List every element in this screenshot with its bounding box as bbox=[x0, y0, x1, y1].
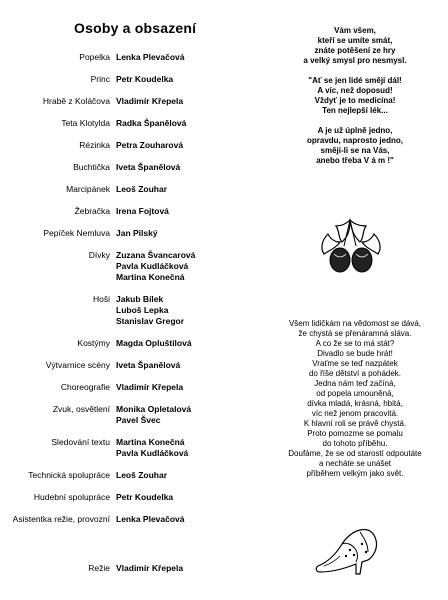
role-label: Hoši bbox=[92, 294, 110, 304]
role-label: Kostýmy bbox=[77, 338, 110, 348]
poem-line: od popela umouněná, bbox=[316, 389, 394, 398]
poem-line: víc než jenom pracovitá. bbox=[311, 409, 399, 418]
actor-name: Pavla Kudláčková bbox=[116, 261, 189, 271]
actor-name: Irena Fojtová bbox=[116, 206, 169, 216]
actor-names bbox=[116, 74, 173, 85]
cast-row bbox=[0, 184, 240, 195]
dedication-line: a velký smysl pro nesmysl. bbox=[303, 56, 407, 65]
actor-names bbox=[116, 206, 169, 217]
actor-name: Jakub Bílek bbox=[116, 294, 164, 304]
actor-names bbox=[116, 404, 191, 426]
cast-row bbox=[0, 52, 240, 63]
actor-name: Iveta Španělová bbox=[116, 162, 181, 172]
cast-row bbox=[0, 162, 240, 173]
role-label: Buchtička bbox=[73, 162, 110, 172]
actor-names bbox=[116, 563, 183, 574]
actor-name: Petra Zouharová bbox=[116, 140, 184, 150]
actor-names bbox=[116, 184, 167, 195]
poem-line: dívka mladá, krásná, hbitá, bbox=[307, 399, 403, 408]
poem-line: Proto pomozme se pomalu bbox=[307, 429, 403, 438]
cast-list bbox=[0, 52, 240, 574]
actor-name: Leoš Zouhar bbox=[116, 470, 168, 480]
actor-names bbox=[116, 514, 185, 525]
role-label: Žebračka bbox=[74, 206, 110, 216]
role-label: Sledování textu bbox=[51, 437, 110, 447]
dedication-stanza-1 bbox=[270, 26, 440, 66]
dedication-line: Vám všem, bbox=[334, 26, 376, 35]
actor-name: Zuzana Švancarová bbox=[116, 250, 196, 260]
dedication-line: A víc, než doposud! bbox=[317, 86, 393, 95]
actor-name: Leoš Zouhar bbox=[116, 184, 168, 194]
dedication-line: kteří se umíte smát, bbox=[317, 36, 393, 45]
actor-names bbox=[116, 492, 173, 503]
cast-row bbox=[0, 74, 240, 85]
actor-name: Lenka Plevačová bbox=[116, 52, 185, 62]
cast-row bbox=[0, 250, 240, 283]
role-label: Výtvarnice scény bbox=[45, 360, 110, 370]
actor-names bbox=[116, 52, 185, 63]
role-label: Asistentka režie, provozní bbox=[12, 514, 110, 524]
role-label: Hudební spolupráce bbox=[33, 492, 110, 502]
actor-names bbox=[116, 294, 184, 327]
poem-line: do říše dětství a pohádek. bbox=[308, 369, 402, 378]
cast-row bbox=[0, 140, 240, 151]
dedication bbox=[270, 26, 440, 176]
poem-line: K hlavní roli se právě chystá. bbox=[303, 419, 407, 428]
actor-name: Martina Konečná bbox=[116, 272, 185, 282]
role-label: Teta Klotylda bbox=[61, 118, 110, 128]
poem-line: příběhem velkým jako svět. bbox=[306, 469, 404, 478]
actor-names bbox=[116, 228, 158, 239]
cast-row bbox=[0, 294, 240, 327]
role-label: Princ bbox=[90, 74, 110, 84]
role-label: Hrabě z Koláčova bbox=[42, 96, 110, 106]
poem-line: do tohoto příběhu. bbox=[322, 439, 388, 448]
dedication-line: opravdu, naprosto jedno, bbox=[306, 136, 403, 145]
actor-name: Pavel Švec bbox=[116, 415, 161, 425]
cast-row bbox=[0, 228, 240, 239]
actor-name: Martina Konečná bbox=[116, 437, 185, 447]
actor-names bbox=[116, 96, 183, 107]
actor-name: Petr Koudelka bbox=[116, 74, 174, 84]
cast-row bbox=[0, 404, 240, 426]
poem-line: Doufáme, že se od starostí odpoutáte bbox=[288, 449, 422, 458]
actor-name: Vladimír Křepela bbox=[116, 382, 184, 392]
dedication-stanza-2 bbox=[270, 76, 440, 116]
role-label: Pepíček Nemluva bbox=[43, 228, 110, 238]
dedication-line: anebo třeba V á m !" bbox=[316, 156, 394, 165]
actor-name: Radka Španělová bbox=[116, 118, 187, 128]
cast-row bbox=[0, 563, 240, 574]
cast-row bbox=[0, 470, 240, 481]
poem-line: Vraťme se teď nazpátek bbox=[312, 359, 398, 368]
actor-names bbox=[116, 338, 192, 349]
dedication-line: "Ať se jen lidé smějí dál! bbox=[308, 76, 402, 85]
page-title: Osoby a obsazení bbox=[74, 20, 197, 36]
poem-line: Jedna nám teď začíná, bbox=[314, 379, 396, 388]
role-label: Choreografie bbox=[60, 382, 110, 392]
poem-line: a necháte se unášet bbox=[318, 459, 392, 468]
cast-row bbox=[0, 360, 240, 371]
actor-name: Monika Opletalová bbox=[116, 404, 192, 414]
actor-name: Magda Opluštilová bbox=[116, 338, 192, 348]
poem bbox=[270, 319, 440, 479]
actor-names bbox=[116, 162, 180, 173]
role-label: Marcipánek bbox=[66, 184, 110, 194]
cast-row bbox=[0, 514, 240, 525]
cast-row bbox=[0, 206, 240, 217]
poem-line: Všem lidičkám na vědomost se dává, bbox=[288, 319, 422, 328]
actor-names bbox=[116, 382, 183, 393]
role-label: Rézinka bbox=[79, 140, 110, 150]
actor-name: Vladimír Křepela bbox=[116, 96, 184, 106]
poem-line: že chystá se přenáramná sláva. bbox=[298, 329, 412, 338]
actor-name: Vladimír Křepela bbox=[116, 563, 184, 573]
actor-name: Lenka Plevačová bbox=[116, 514, 185, 524]
dedication-line: Vždyť je to medicína! bbox=[314, 96, 396, 105]
actor-name: Iveta Španělová bbox=[116, 360, 181, 370]
actor-name: Stanislav Gregor bbox=[116, 316, 185, 326]
hazelnuts-illustration bbox=[316, 214, 386, 278]
actor-names bbox=[116, 470, 167, 481]
high-heel-shoe-illustration bbox=[312, 522, 382, 582]
actor-name: Pavla Kudláčková bbox=[116, 448, 189, 458]
actor-name: Jan Pilský bbox=[116, 228, 158, 238]
role-label: Technická spolupráce bbox=[28, 470, 110, 480]
dedication-stanza-3 bbox=[270, 126, 440, 166]
cast-row bbox=[0, 437, 240, 459]
role-label: Režie bbox=[88, 563, 110, 573]
role-label: Dívky bbox=[88, 250, 110, 260]
cast-row bbox=[0, 492, 240, 503]
dedication-line: Ten nejlepší lék... bbox=[322, 106, 388, 115]
cast-row bbox=[0, 118, 240, 129]
actor-names bbox=[116, 118, 186, 129]
actor-name: Petr Koudelka bbox=[116, 492, 174, 502]
poem-line: A co že se to má stát? bbox=[315, 339, 395, 348]
actor-names bbox=[116, 437, 188, 459]
cast-row bbox=[0, 338, 240, 349]
role-label: Popelka bbox=[79, 52, 110, 62]
role-label: Zvuk, osvětlení bbox=[52, 404, 110, 414]
cast-row bbox=[0, 96, 240, 107]
dedication-line: znáte potěšení ze hry bbox=[314, 46, 396, 55]
actor-names bbox=[116, 140, 183, 151]
actor-name: Luboš Lepka bbox=[116, 305, 169, 315]
dedication-line: smějí-li se na Vás, bbox=[320, 146, 390, 155]
poem-line: Divadlo se bude hrát! bbox=[317, 349, 393, 358]
cast-row bbox=[0, 382, 240, 393]
actor-names bbox=[116, 250, 195, 283]
actor-names bbox=[116, 360, 180, 371]
dedication-line: A je už úplně jedno, bbox=[317, 126, 393, 135]
